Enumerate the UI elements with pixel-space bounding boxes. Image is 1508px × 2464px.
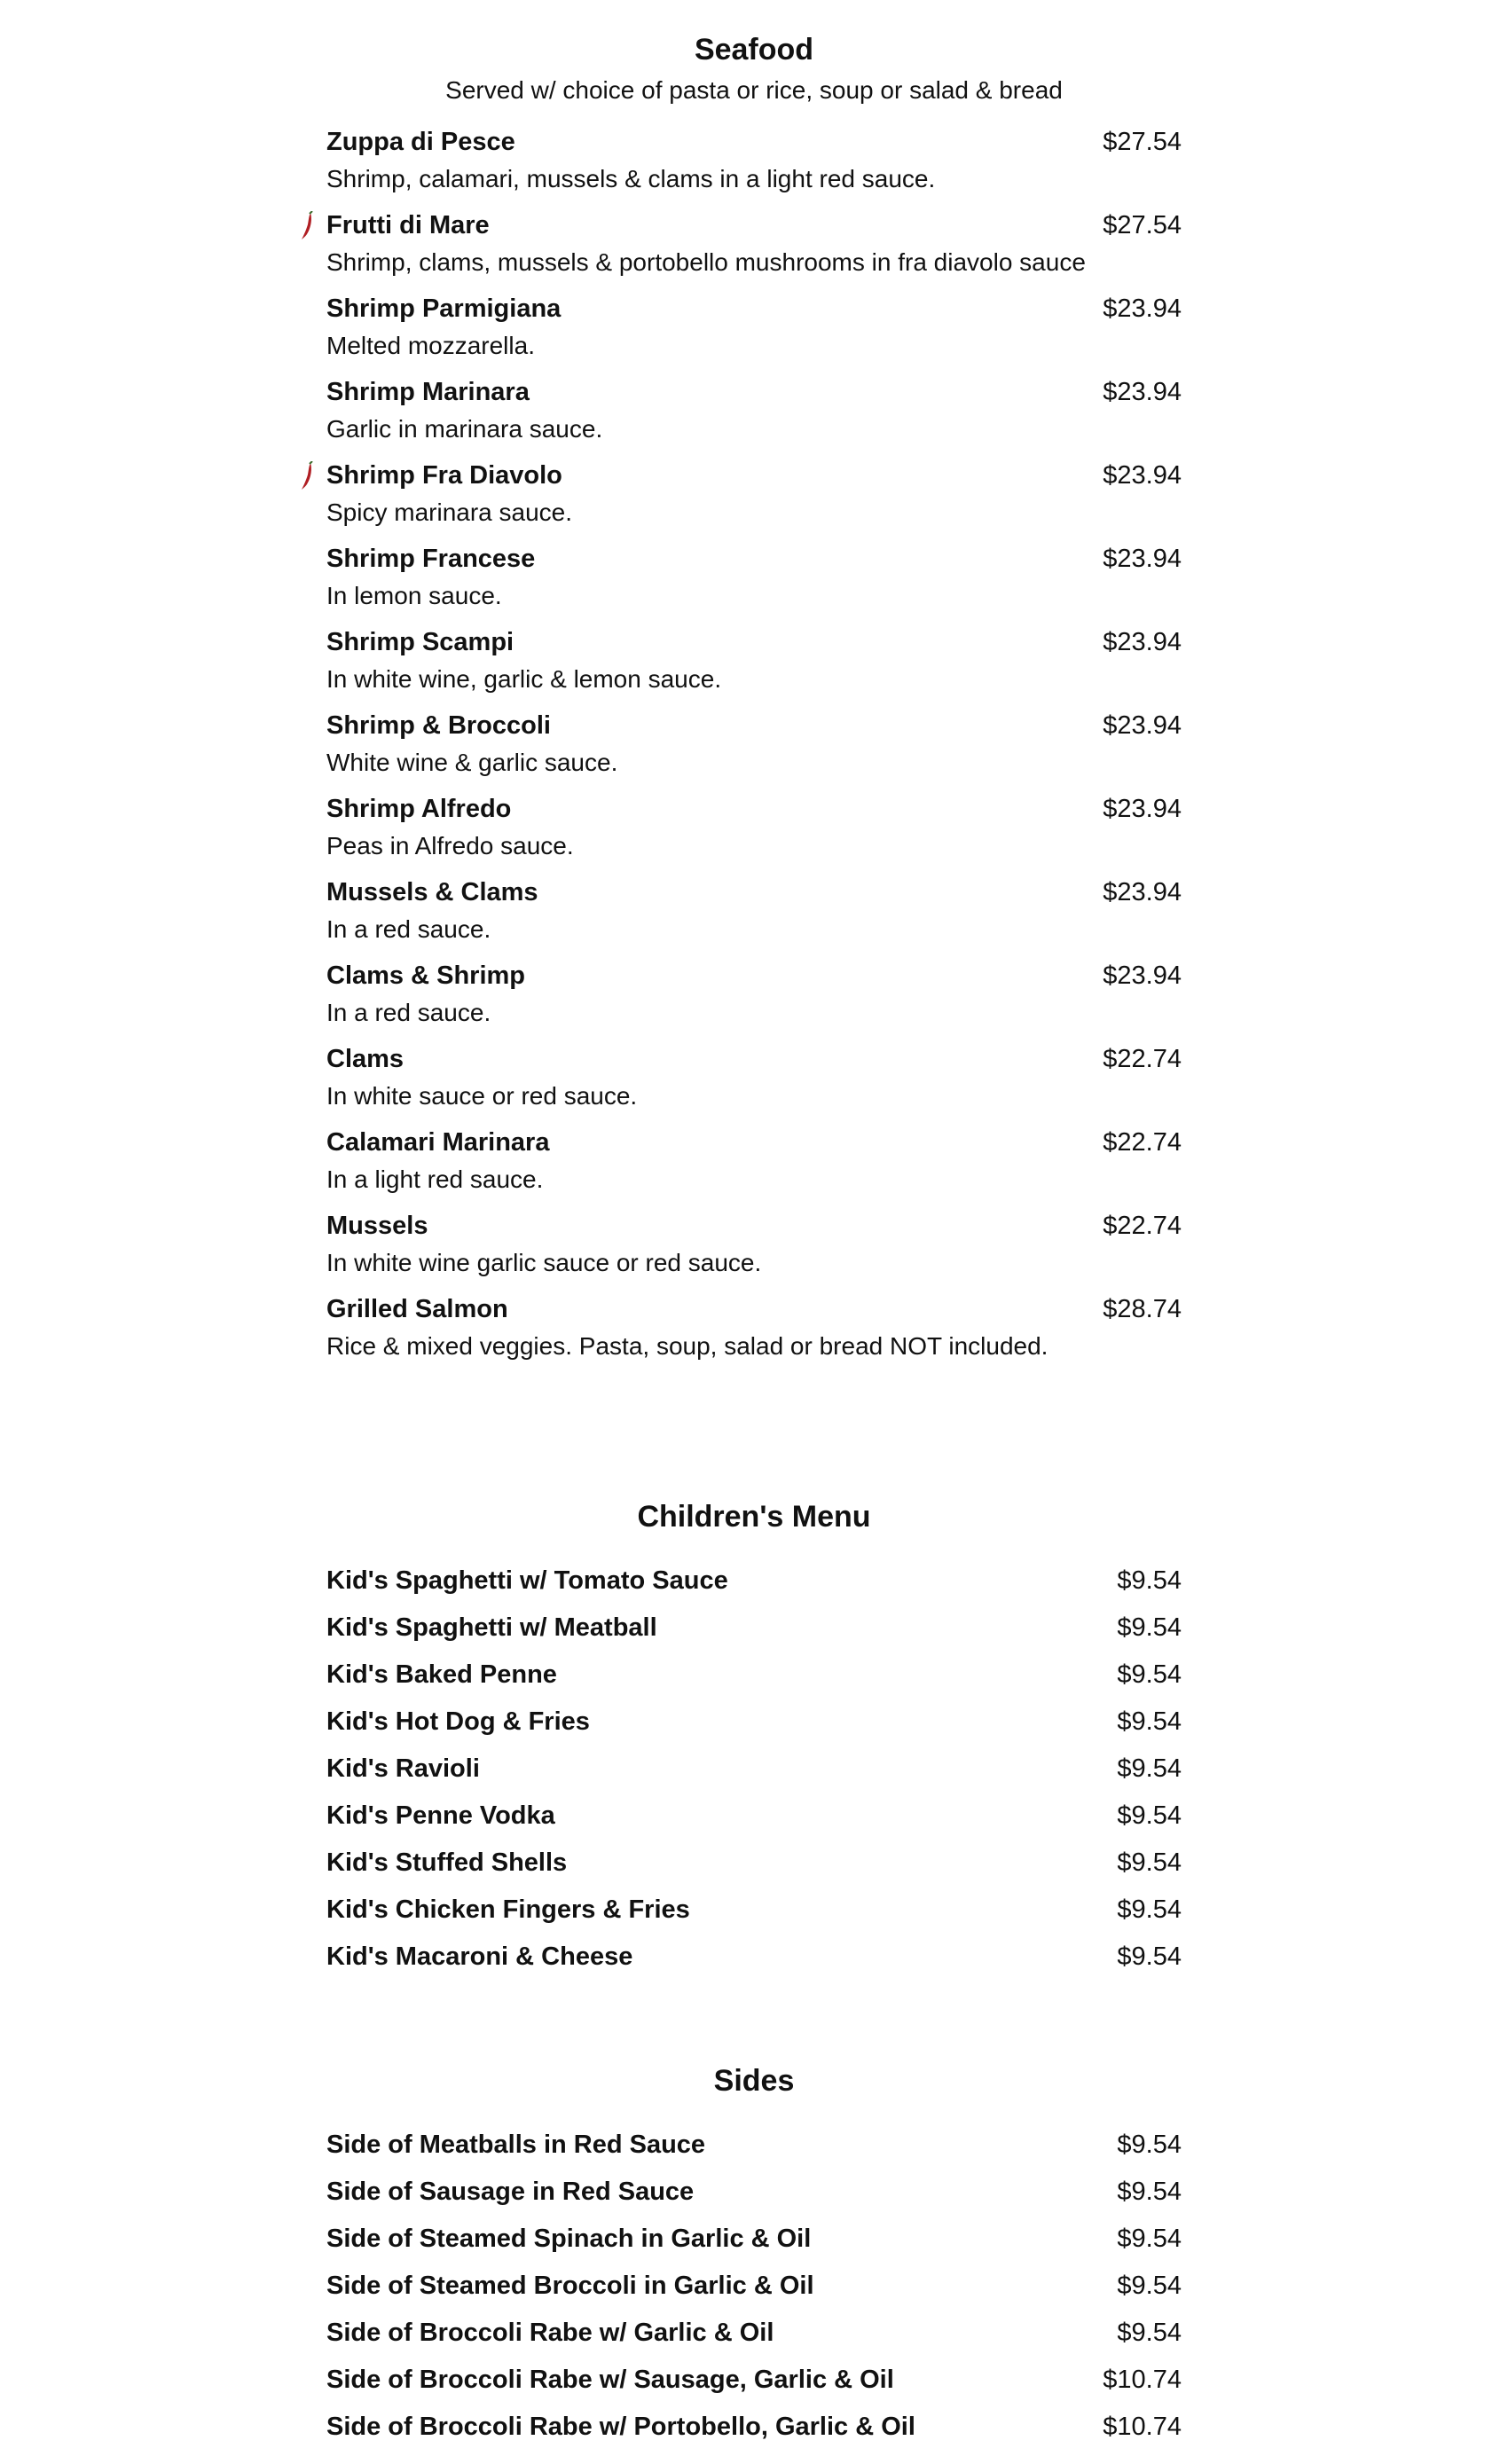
item-description: Shrimp, clams, mussels & portobello mushrooms in fra diavolo sauce	[326, 248, 1086, 276]
item-name: Shrimp Scampi	[326, 628, 514, 656]
menu-item	[326, 1934, 1182, 1981]
item-price: $9.54	[1117, 2130, 1182, 2159]
item-name: Shrimp Marinara	[326, 378, 530, 406]
menu-item	[326, 1746, 1182, 1793]
item-description: Melted mozzarella.	[326, 332, 535, 359]
menu-item	[326, 208, 1182, 291]
item-description: Rice & mixed veggies. Pasta, soup, salad or bread NOT included.	[326, 1332, 1049, 1360]
item-price: $23.94	[1103, 878, 1182, 906]
item-price: $9.54	[1117, 1754, 1182, 1783]
menu-item	[326, 1605, 1182, 1652]
menu-item	[326, 1041, 1182, 1125]
menu-item	[326, 1208, 1182, 1291]
chili-pepper-icon	[300, 211, 316, 241]
item-name: Shrimp Parmigiana	[326, 294, 562, 323]
seafood-section	[0, 30, 1508, 1375]
item-name: Kid's Stuffed Shells	[326, 1848, 568, 1877]
item-price: $23.94	[1103, 545, 1182, 573]
sides-section	[0, 2061, 1508, 2451]
menu-item	[326, 1793, 1182, 1840]
menu-item	[326, 958, 1182, 1041]
item-name: Clams	[326, 1045, 404, 1073]
menu-item	[326, 2169, 1182, 2216]
item-description: In white wine garlic sauce or red sauce.	[326, 1249, 762, 1276]
item-price: $23.94	[1103, 711, 1182, 740]
menu-item	[326, 1652, 1182, 1699]
item-name: Side of Steamed Broccoli in Garlic & Oil	[326, 2272, 814, 2300]
item-description: Peas in Alfredo sauce.	[326, 832, 574, 859]
item-name: Shrimp Alfredo	[326, 795, 512, 823]
item-name: Clams & Shrimp	[326, 961, 525, 990]
item-price: $10.74	[1103, 2413, 1182, 2441]
menu-item	[326, 875, 1182, 958]
item-name: Kid's Baked Penne	[326, 1660, 557, 1689]
item-price: $10.74	[1103, 2366, 1182, 2394]
menu-item	[326, 2404, 1182, 2451]
item-description: In a light red sauce.	[326, 1165, 544, 1193]
item-name: Side of Meatballs in Red Sauce	[326, 2130, 706, 2159]
item-price: $9.54	[1117, 2272, 1182, 2300]
menu-item	[326, 791, 1182, 875]
item-name: Side of Broccoli Rabe w/ Garlic & Oil	[326, 2319, 774, 2347]
menu-item	[326, 124, 1182, 208]
item-price: $23.94	[1103, 378, 1182, 406]
item-price: $9.54	[1117, 1566, 1182, 1595]
item-price: $22.74	[1103, 1128, 1182, 1157]
item-description: Garlic in marinara sauce.	[326, 415, 603, 443]
item-price: $9.54	[1117, 1848, 1182, 1877]
item-price: $22.74	[1103, 1045, 1182, 1073]
item-description: In lemon sauce.	[326, 582, 502, 609]
item-name: Kid's Chicken Fingers & Fries	[326, 1895, 690, 1924]
item-name: Frutti di Mare	[326, 211, 490, 239]
menu-item	[326, 1840, 1182, 1887]
item-description: In white wine, garlic & lemon sauce.	[326, 665, 722, 693]
item-description: In a red sauce.	[326, 999, 491, 1026]
item-price: $9.54	[1117, 2319, 1182, 2347]
item-description: Spicy marinara sauce.	[326, 498, 573, 526]
menu-item	[326, 541, 1182, 624]
item-name: Shrimp Fra Diavolo	[326, 461, 562, 490]
item-price: $23.94	[1103, 628, 1182, 656]
item-name: Kid's Spaghetti w/ Tomato Sauce	[326, 1566, 728, 1595]
item-description: White wine & garlic sauce.	[326, 749, 618, 776]
item-price: $9.54	[1117, 1801, 1182, 1830]
sides-title: Sides	[713, 2064, 795, 2098]
item-price: $9.54	[1117, 1895, 1182, 1924]
menu-item	[326, 1125, 1182, 1208]
item-name: Shrimp Francese	[326, 545, 536, 573]
item-name: Grilled Salmon	[326, 1295, 508, 1323]
item-price: $9.54	[1117, 1942, 1182, 1971]
item-price: $23.94	[1103, 961, 1182, 990]
item-price: $22.74	[1103, 1212, 1182, 1240]
item-price: $28.74	[1103, 1295, 1182, 1323]
item-name: Kid's Penne Vodka	[326, 1801, 555, 1830]
item-name: Kid's Macaroni & Cheese	[326, 1942, 633, 1971]
item-price: $23.94	[1103, 795, 1182, 823]
item-name: Side of Sausage in Red Sauce	[326, 2178, 695, 2206]
item-price: $9.54	[1117, 1660, 1182, 1689]
item-price: $27.54	[1103, 211, 1182, 239]
menu-item	[326, 1887, 1182, 1934]
menu-item	[326, 2310, 1182, 2357]
menu-item	[326, 2357, 1182, 2404]
sides-items	[326, 2122, 1182, 2451]
item-price: $9.54	[1117, 1613, 1182, 1642]
chili-pepper-icon	[300, 461, 316, 491]
menu-item	[326, 458, 1182, 541]
item-name: Zuppa di Pesce	[326, 128, 515, 156]
item-name: Mussels	[326, 1212, 428, 1240]
item-name: Kid's Ravioli	[326, 1754, 480, 1783]
childrens-menu-section	[0, 1497, 1508, 1981]
item-name: Kid's Spaghetti w/ Meatball	[326, 1613, 657, 1642]
menu-item	[326, 1291, 1182, 1375]
menu-item	[326, 1558, 1182, 1605]
item-description: In white sauce or red sauce.	[326, 1082, 638, 1110]
item-price: $23.94	[1103, 294, 1182, 323]
item-name: Mussels & Clams	[326, 878, 538, 906]
item-description: Shrimp, calamari, mussels & clams in a light red sauce.	[326, 165, 936, 192]
menu-item	[326, 624, 1182, 708]
childrens-menu-title: Children's Menu	[637, 1500, 871, 1534]
item-name: Kid's Hot Dog & Fries	[326, 1707, 590, 1736]
seafood-subtitle: Served w/ choice of pasta or rice, soup or salad & bread	[445, 76, 1063, 104]
item-name: Side of Broccoli Rabe w/ Portobello, Garlic & Oil	[326, 2413, 915, 2441]
menu-item	[326, 1699, 1182, 1746]
seafood-title: Seafood	[694, 33, 814, 67]
item-price: $9.54	[1117, 2225, 1182, 2253]
item-price: $23.94	[1103, 461, 1182, 490]
item-price: $9.54	[1117, 1707, 1182, 1736]
item-name: Side of Broccoli Rabe w/ Sausage, Garlic & Oil	[326, 2366, 894, 2394]
childrens-menu-items	[326, 1558, 1182, 1981]
item-price: $27.54	[1103, 128, 1182, 156]
menu-item	[326, 374, 1182, 458]
menu-item	[326, 2122, 1182, 2169]
item-name: Side of Steamed Spinach in Garlic & Oil	[326, 2225, 812, 2253]
item-name: Shrimp & Broccoli	[326, 711, 551, 740]
item-price: $9.54	[1117, 2178, 1182, 2206]
menu-item	[326, 708, 1182, 791]
menu-item	[326, 291, 1182, 374]
item-description: In a red sauce.	[326, 915, 491, 943]
seafood-items	[326, 124, 1182, 1375]
item-name: Calamari Marinara	[326, 1128, 550, 1157]
menu-item	[326, 2216, 1182, 2263]
menu-item	[326, 2263, 1182, 2310]
